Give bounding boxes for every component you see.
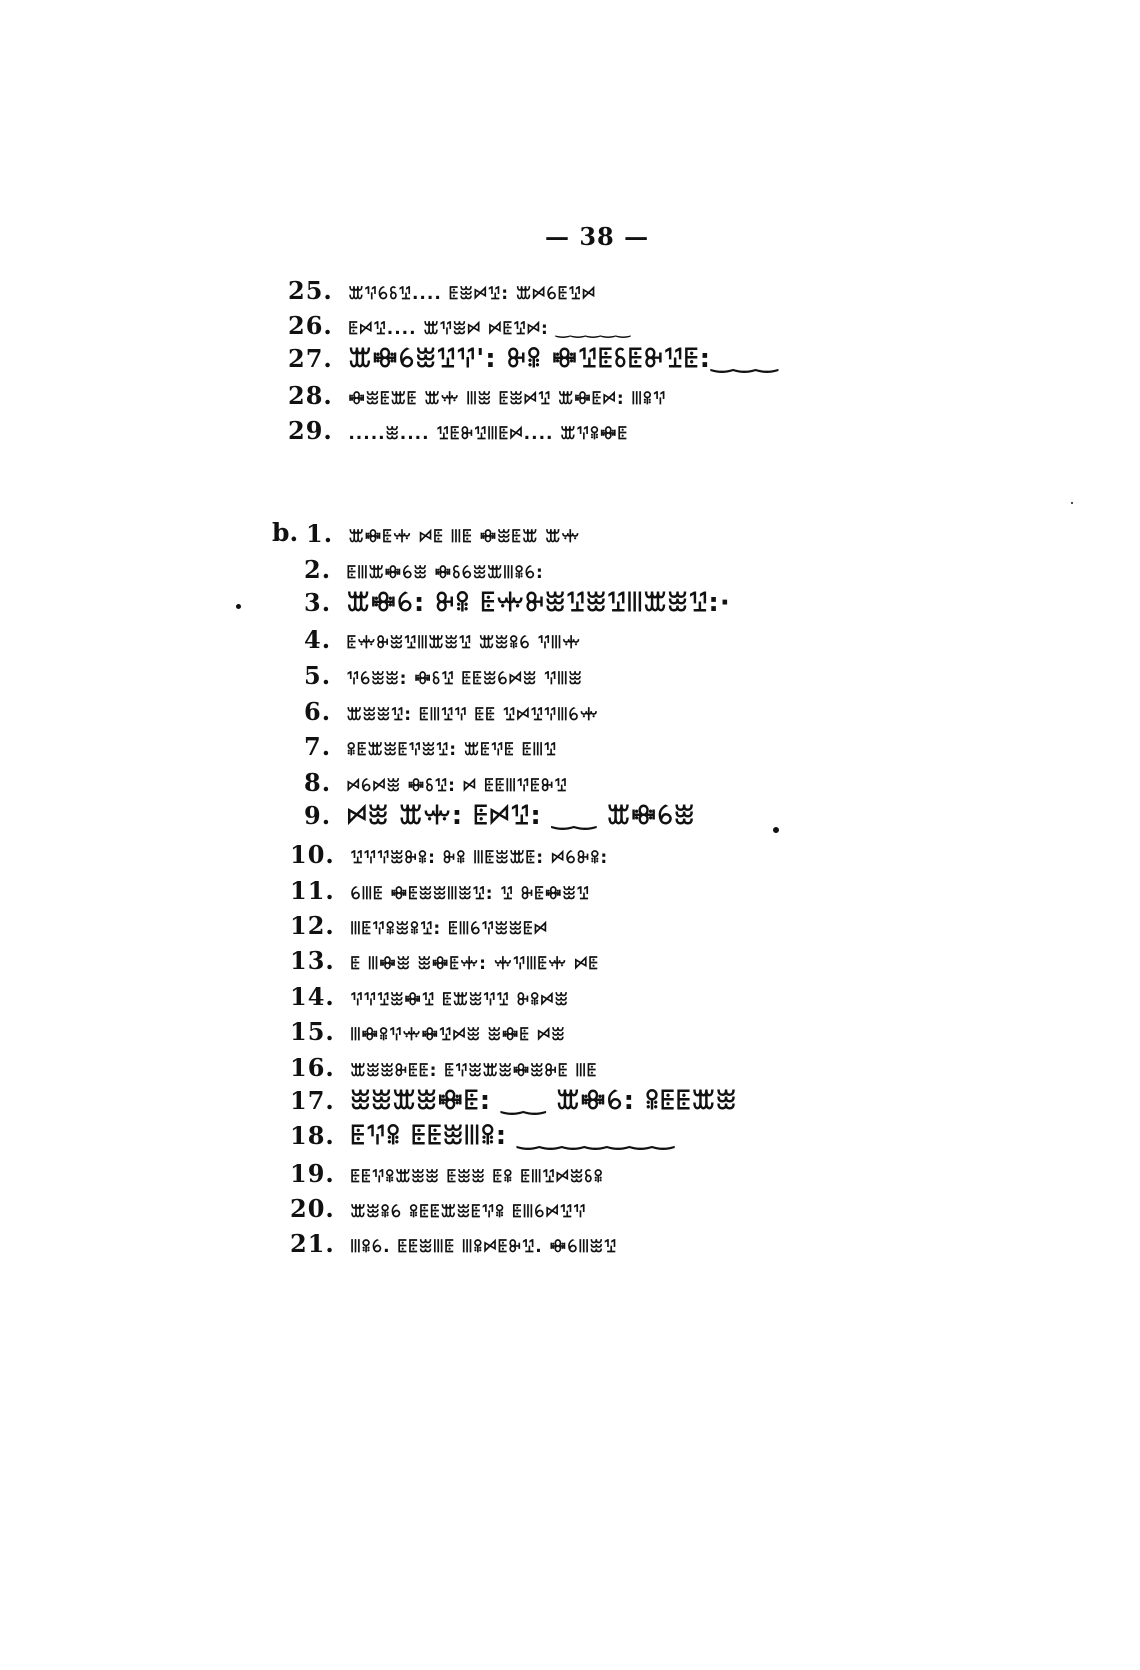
list-item [290,1053,598,1082]
line-number: 19. [290,1159,335,1188]
page-number: — 38 — [545,222,650,251]
line-text: ꕭꗴꗍꗼ ꗯꗍ ꔖꗍ ꗴꖿꗍꕭ ꕭꗼ [348,527,581,547]
line-text: ꕭꖬꕃꗏꖮ.... ꗍꖿꗯꖮ: ꕭꗯꕃꗍꖮꗯ [348,284,597,304]
list-item [304,768,568,797]
line-number: 27. [288,344,333,373]
line-number: 2. [304,555,332,584]
list-item [290,1194,586,1223]
list-item [290,1017,566,1046]
list-item [288,416,628,445]
list-item [290,1159,604,1188]
line-number: 9. [304,801,332,830]
list-item [288,276,596,305]
line-text: ꖬꕃꖿꖿ: ꗴꗏꖮ ꗍꗍꖿꕃꗯꖿ ꖬꔖꖿ [346,669,583,689]
list-item [288,381,666,410]
line-text: ꗍꗍꖬꕉꕭꖿꖿ ꗍꖿꖿ ꗍꕉ ꗍꔖꖮꗯꖿꗏꕉ [350,1167,604,1187]
line-number: 20. [290,1194,335,1223]
line-number: 21. [290,1229,335,1258]
line-text: ꕭꖿꖿꔬꗍꗍ: ꗍꖬꖿꕭꖿꗴꖿꔬꗍ ꔖꗍ [350,1061,598,1081]
line-number: 29. [288,416,333,445]
line-text: ꗴꖿꗍꕭꗍ ꕭꗼ ꔖꖿ ꗍꖿꗯꖮ ꕭꗴꗍꗯ: ꔖꕉꖬ [348,389,667,409]
line-text: .....ꖿ.... ꖮꗍꔬꖮꔖꗍꗯ.... ꕭꖬꕉꗴꗍ [348,424,629,444]
line-text: ꔖꗴꕉꖬꗼꗴꖮꗯꖿ ꖿꗴꗍ ꗯꖿ [350,1025,566,1045]
line-text: ꗍꖬꕉ ꗍꗍꖿꔖꕉ: ‿‿‿‿‿‿‿ [350,1121,675,1151]
line-number: 15. [290,1017,335,1046]
ink-speck [236,604,241,609]
list-item [288,311,631,340]
section-label: b. [272,518,299,547]
line-text: ꔖꗍꖬꕉꖿꕉꖮ: ꗍꔖꕃꖬꖿꖿꗍꗯ [350,919,549,939]
list-item [288,344,779,375]
line-text: ꗍꗼꔬꖿꖮꔖꕭꖿꖮ ꕭꖿꕉꕃ ꖬꔖꗼ [346,633,582,653]
list-item [304,661,583,690]
line-number: 13. [290,946,335,975]
line-text: ꖮꖬꖬꖿꔬꕉ: ꔬꕉ ꔖꗍꖿꕭꗍ: ꗯꕃꔬꕉ: [350,848,609,868]
line-number: 14. [290,982,335,1011]
line-text: ꕭꖿꖿꖮ: ꗍꔖꖮꖬ ꗍꗍ ꖮꗯꖮꖬꔖꕃꗼ [346,705,599,725]
list-item [290,876,590,905]
line-number: 3. [304,588,332,617]
ink-speck [1071,502,1073,504]
list-item [304,588,731,619]
list-item [304,801,695,832]
line-text: ꕉꗍꕭꖿꗍꖬꖿꖮ: ꕭꗍꖬꗍ ꗍꔖꖮ [346,740,558,760]
line-number: 1. [306,519,334,548]
list-item [290,1121,675,1152]
line-text: ꔖꕉꕃ. ꗍꗍꖿꔖꗍ ꔖꕉꗯꗍꔬꖮ. ꗴꕃꔖꖿꖮ [350,1237,618,1257]
line-number: 12. [290,911,335,940]
list-item [304,555,544,584]
line-number: 26. [288,311,333,340]
line-text: ꕭꗴꕃ: ꔬꕉ ꗍꗼꔬꖿꖮꖿꖮꔖꕭꖿꖮ:· [346,588,731,618]
line-number: 28. [288,381,333,410]
list-item [290,1086,737,1117]
line-number: 4. [304,625,332,654]
line-number: 8. [304,768,332,797]
line-number: 11. [290,876,335,905]
line-text: ꗍ ꔖꗴꖿ ꖿꗴꗍꗼ: ꗼꖬꔖꗍꗼ ꗯꗍ [350,954,600,974]
line-text: ꗍꔖꕭꗴꕃꖿ ꗴꗏꕃꖿꕭꔖꕉꕃ: [346,563,544,583]
list-item [290,982,569,1011]
line-number: 25. [288,276,333,305]
list-item [290,946,599,975]
line-number: 5. [304,661,332,690]
line-text: ꕭꖿꕉꕃ ꕉꗍꗍꕭꖿꗍꖬꕉ ꗍꔖꕃꗯꖮꖬ [350,1202,587,1222]
line-number: 7. [304,732,332,761]
line-text: ꕭꗴꕃꖿꖮꖬ': ꔬꕉ ꗴꖮꗍꗏꗍꔬꖮꗍ:‿‿‿ [348,344,779,374]
line-number: 6. [304,697,332,726]
line-text: ꕃꔖꗍ ꗴꗍꖿꖿꔖꖿꖮ: ꖮ ꔬꗍꗴꖿꖮ [350,884,590,904]
list-item [290,1229,617,1258]
list-item [290,911,548,940]
list-item [290,840,608,869]
list-item [304,625,581,654]
list-item [304,732,557,761]
list-item [304,697,599,726]
ink-speck [773,827,779,833]
line-number: 10. [290,840,335,869]
line-text: ꗯꖿ ꕭꗼ: ꗍꗯꖮ: ‿‿ ꕭꗴꕃꖿ [346,801,696,831]
line-text: ꖬꖬꖮꖿꗴꖮ ꗍꕭꖿꖬꖮ ꔬꕉꗯꖿ [350,990,569,1010]
line-number: 16. [290,1053,335,1082]
line-number: 18. [290,1121,335,1150]
list-item [306,519,580,548]
line-text: ꗍꗯꖮ.... ꕭꖬꖿꗯ ꗯꗍꖮꗯ: ‿‿‿‿‿ [348,319,632,339]
line-number: 17. [290,1086,335,1115]
line-text: ꖿꖿꕭꖿꗴꗍ: ‿‿ ꕭꗴꕃ: ꕉꗍꗍꕭꖿ [350,1086,738,1116]
line-text: ꗯꕃꗯꖿ ꗴꗏꖮ: ꗯ ꗍꗍꔖꖬꗍꔬꖮ [346,776,568,796]
